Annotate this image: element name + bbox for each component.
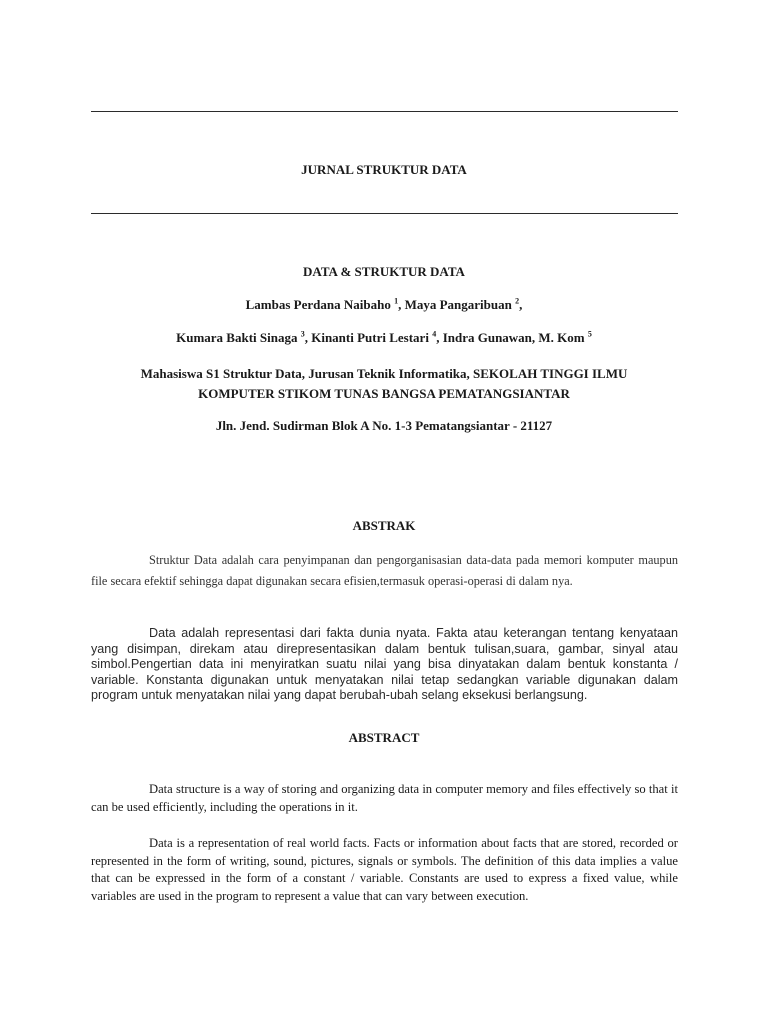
abstract-paragraph-2: Data is a representation of real world facts. Facts or information about facts that are stored, recorded or represented in the form of writing, sound, pictures, signals or symbols. The definition of this data implies a value that can be expressed in the form of a constant / variable. Constants are used to express a fixed value, while variables are used in the program to represent a value that can vary between execution. xyxy=(91,836,678,903)
author-affil-mark: 5 xyxy=(587,329,592,339)
journal-title: JURNAL STRUKTUR DATA xyxy=(301,162,467,177)
address: Jln. Jend. Sudirman Blok A No. 1-3 Pematangsiantar - 21127 xyxy=(215,418,553,433)
paper-title: DATA & STRUKTUR DATA xyxy=(303,264,465,279)
bottom-rule xyxy=(91,213,678,214)
author-name: Indra Gunawan, M. Kom xyxy=(442,330,585,345)
author-name: Kumara Bakti Sinaga xyxy=(176,330,298,345)
author-affil-mark: 4 xyxy=(432,329,437,339)
authors-line-2: Kumara Bakti Sinaga $^3$, Kinanti Putri Lestari $^4$, Indra Gunawan, M. Kom $^5$ xyxy=(176,329,592,345)
abstract-heading: ABSTRACT xyxy=(348,730,420,745)
author-name: Kinanti Putri Lestari xyxy=(311,330,429,345)
authors-line-1: Lambas Perdana Naibaho $^1$, Maya Pangaribuan $^2$, xyxy=(245,296,523,312)
abstrak-heading: ABSTRAK xyxy=(352,518,416,533)
abstract-paragraph-1: Data structure is a way of storing and organizing data in computer memory and files effectively so that it can be used efficiently, including the operations in it. xyxy=(91,782,678,814)
author-affil-mark: 1 xyxy=(394,296,399,306)
author-affil-mark: 3 xyxy=(300,329,305,339)
affiliation xyxy=(60,364,708,404)
author-name: Maya Pangaribuan xyxy=(404,297,512,312)
author-affil-mark: 2 xyxy=(515,296,520,306)
affiliation-line-1: Mahasiswa S1 Struktur Data, Jurusan Teknik Informatika, SEKOLAH TINGGI ILMU xyxy=(140,366,628,381)
affiliation-line-2: KOMPUTER STIKOM TUNAS BANGSA PEMATANGSIANTAR xyxy=(198,386,570,401)
abstrak-paragraph-2: Data adalah representasi dari fakta dunia nyata. Fakta atau keterangan tentang kenyataan yang disimpan, direkam atau direpresentasikan dalam bentuk tulisan,suara, gambar, sinyal atau simbol.Pengertian data ini menyiratkan suatu nilai yang bisa dinyatakan dalam bentuk konstanta / variable. Konstanta digunakan untuk menyatakan nilai tetap sedangkan variable digunakan dalam program untuk menyatakan nilai yang dapat berubah-ubah selang eksekusi berlangsung. xyxy=(91,626,678,702)
author-name: Lambas Perdana Naibaho xyxy=(245,297,391,312)
abstrak-paragraph-1: Struktur Data adalah cara penyimpanan dan pengorganisasian data-data pada memori komputer maupun file secara efektif sehingga dapat digunakan secara efisien,termasuk operasi-operasi di dalam nya. xyxy=(91,553,678,588)
top-rule xyxy=(91,111,678,112)
